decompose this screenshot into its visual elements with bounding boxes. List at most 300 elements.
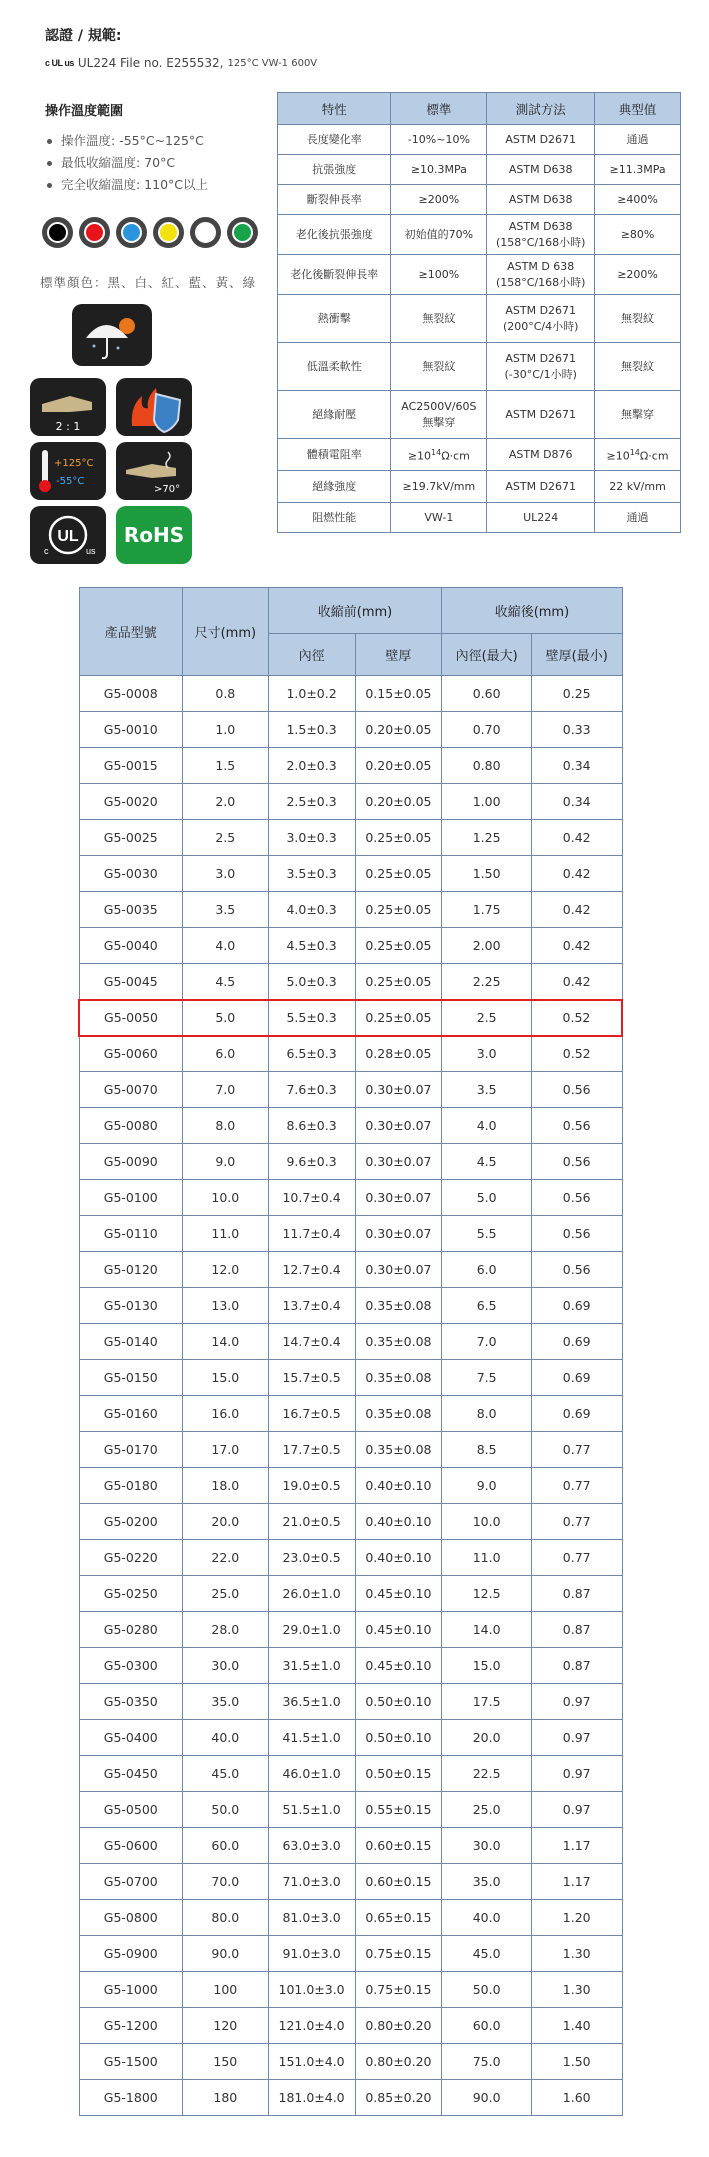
table-cell: 0.42 — [531, 964, 622, 1000]
table-cell: 35.0 — [183, 1684, 269, 1720]
cell-text: 通過 — [626, 132, 649, 146]
table-row — [79, 1576, 622, 1612]
table-row — [79, 1612, 622, 1648]
table-row — [278, 391, 681, 439]
cell-text: ≥10 — [407, 449, 432, 463]
cell-text: ASTM D2671 — [505, 303, 577, 317]
table-cell: 9.0 — [442, 1468, 532, 1504]
table-cell: 150 — [183, 2044, 269, 2080]
table-cell: 4.5±0.3 — [268, 928, 355, 964]
col-header: 特性 — [278, 93, 391, 125]
table-row — [278, 255, 681, 295]
cell-text: 通過 — [626, 510, 649, 524]
table-cell: G5-0030 — [79, 856, 183, 892]
table-row — [79, 892, 622, 928]
col-header-id-max: 內徑(最大) — [442, 634, 532, 676]
table-cell: 2.5 — [183, 820, 269, 856]
color-swatch — [42, 217, 73, 248]
table-cell: 0.50±0.15 — [355, 1756, 442, 1792]
table-cell: 8.0 — [442, 1396, 532, 1432]
table-cell: 0.40±0.10 — [355, 1468, 442, 1504]
table-row — [278, 439, 681, 471]
cell-text: ≥400% — [617, 192, 658, 206]
table-cell: 10.0 — [183, 1180, 269, 1216]
color-swatch — [116, 217, 147, 248]
table-cell: 0.69 — [531, 1324, 622, 1360]
table-cell: G5-0008 — [79, 676, 183, 712]
table-cell: 3.0 — [183, 856, 269, 892]
table-cell: 0.69 — [531, 1288, 622, 1324]
table-cell: 121.0±4.0 — [268, 2008, 355, 2044]
table-cell: 0.35±0.08 — [355, 1324, 442, 1360]
table-cell: 41.5±1.0 — [268, 1720, 355, 1756]
table-cell: G5-0150 — [79, 1360, 183, 1396]
table-cell: 45.0 — [183, 1756, 269, 1792]
cell-text: ≥19.7kV/mm — [402, 479, 476, 493]
table-cell: 0.35±0.08 — [355, 1432, 442, 1468]
table-row — [79, 784, 622, 820]
table-cell: 2.5±0.3 — [268, 784, 355, 820]
table-cell: G5-0140 — [79, 1324, 183, 1360]
table-cell: 0.25±0.05 — [355, 856, 442, 892]
table-cell: 0.80 — [442, 748, 532, 784]
table-cell: 1.17 — [531, 1828, 622, 1864]
table-cell: 0.85±0.20 — [355, 2080, 442, 2116]
table-cell: 0.60 — [442, 676, 532, 712]
table-cell: 5.5±0.3 — [268, 1000, 355, 1036]
table-cell: 90.0 — [442, 2080, 532, 2116]
cell-text: 低溫柔軟性 — [306, 359, 362, 373]
cell-text: (-30°C/1小時) — [504, 367, 577, 381]
table-cell: 0.42 — [531, 892, 622, 928]
table-row — [79, 1648, 622, 1684]
table-cell: 0.25±0.05 — [355, 1000, 442, 1036]
cell-text: 絕緣耐壓 — [312, 407, 357, 421]
operating-list — [45, 130, 208, 196]
cell-text: ≥10 — [606, 449, 630, 463]
cell-text: ASTM D638 — [508, 219, 573, 233]
table-cell: 0.52 — [531, 1000, 622, 1036]
table-cell: 0.65±0.15 — [355, 1900, 442, 1936]
cell-text: ≥200% — [617, 267, 658, 281]
table-cell: 0.60±0.15 — [355, 1864, 442, 1900]
table-row — [79, 1072, 622, 1108]
table-cell: 5.0±0.3 — [268, 964, 355, 1000]
table-cell: G5-0220 — [79, 1540, 183, 1576]
cell-text: 無裂紋 — [422, 359, 456, 373]
table-cell: 46.0±1.0 — [268, 1756, 355, 1792]
cell-text: ≥200% — [418, 192, 460, 206]
table-cell: 0.40±0.10 — [355, 1540, 442, 1576]
table-cell: 0.25 — [531, 676, 622, 712]
cell-text: ≥11.3MPa — [609, 162, 666, 176]
table-row — [79, 676, 622, 712]
table-cell: 5.0 — [183, 1000, 269, 1036]
table-cell: 26.0±1.0 — [268, 1576, 355, 1612]
table-row — [79, 1360, 622, 1396]
table-cell: 5.5 — [442, 1216, 532, 1252]
table-cell: 0.56 — [531, 1072, 622, 1108]
table-cell: 2.0±0.3 — [268, 748, 355, 784]
table-cell: 7.0 — [183, 1072, 269, 1108]
cell-text: 無擊穿 — [422, 415, 456, 429]
table-cell: 1.5±0.3 — [268, 712, 355, 748]
table-cell: 51.5±1.0 — [268, 1792, 355, 1828]
operating-title: 操作溫度範圍 — [45, 104, 124, 119]
table-row — [79, 2008, 622, 2044]
table-row — [278, 343, 681, 391]
cell-text: ASTM D2671 — [505, 132, 577, 146]
table-row — [79, 1432, 622, 1468]
table-cell: 90.0 — [183, 1936, 269, 1972]
table-cell: 29.0±1.0 — [268, 1612, 355, 1648]
table-cell: G5-0500 — [79, 1792, 183, 1828]
col-header: 典型值 — [595, 93, 681, 125]
table-cell: 60.0 — [442, 2008, 532, 2044]
table-cell: 0.77 — [531, 1540, 622, 1576]
table-cell: 0.40±0.10 — [355, 1504, 442, 1540]
table-row — [278, 215, 681, 255]
table-cell: 0.34 — [531, 748, 622, 784]
table-cell: 0.97 — [531, 1684, 622, 1720]
cell-text: 體積電阻率 — [306, 447, 362, 461]
table-cell: 0.75±0.15 — [355, 1936, 442, 1972]
cell-text: ≥80% — [620, 227, 655, 241]
table-cell: G5-0170 — [79, 1432, 183, 1468]
table-cell: 0.15±0.05 — [355, 676, 442, 712]
tube-icon — [30, 378, 106, 436]
table-cell: G5-0050 — [79, 1000, 183, 1036]
cell-text: ASTM D638 — [508, 192, 573, 206]
table-row — [79, 1180, 622, 1216]
cell-text: ≥10.3MPa — [410, 162, 467, 176]
table-cell: 12.5 — [442, 1576, 532, 1612]
col-header-after: 收縮後(mm) — [442, 588, 622, 634]
table-cell: 151.0±4.0 — [268, 2044, 355, 2080]
table-cell: 3.5 — [183, 892, 269, 928]
properties-table — [277, 92, 681, 533]
table-cell: 50.0 — [442, 1972, 532, 2008]
color-swatch — [190, 217, 221, 248]
col-header-wall-min: 壁厚(最小) — [531, 634, 622, 676]
cell-text: ASTM D876 — [508, 447, 573, 461]
table-cell: 14.0 — [183, 1324, 269, 1360]
list-item: 操作溫度: -55°C~125°C — [45, 130, 208, 152]
table-cell: 0.35±0.08 — [355, 1288, 442, 1324]
shrink-temp-badge — [116, 442, 192, 500]
table-cell: 10.0 — [442, 1504, 532, 1540]
table-cell: 0.35±0.08 — [355, 1396, 442, 1432]
table-cell: 0.52 — [531, 1036, 622, 1072]
color-swatch — [153, 217, 184, 248]
table-cell: 1.00 — [442, 784, 532, 820]
table-row — [79, 1540, 622, 1576]
table-cell: 6.5±0.3 — [268, 1036, 355, 1072]
table-cell: 1.5 — [183, 748, 269, 784]
table-cell: 91.0±3.0 — [268, 1936, 355, 1972]
table-cell: 2.0 — [183, 784, 269, 820]
cell-text: 無裂紋 — [422, 311, 456, 325]
table-cell: 1.17 — [531, 1864, 622, 1900]
table-cell: 5.0 — [442, 1180, 532, 1216]
list-item: 完全收縮溫度: 110°C以上 — [45, 174, 208, 196]
table-cell: G5-0035 — [79, 892, 183, 928]
cell-text: ASTM D638 — [508, 162, 573, 176]
table-cell: 71.0±3.0 — [268, 1864, 355, 1900]
table-cell: 45.0 — [442, 1936, 532, 1972]
cell-text: 無裂紋 — [621, 359, 655, 373]
table-row — [79, 1252, 622, 1288]
table-cell: G5-0100 — [79, 1180, 183, 1216]
table-cell: 1.60 — [531, 2080, 622, 2116]
cell-text: (158°C/168小時) — [495, 275, 586, 289]
cell-text: Ω·cm — [441, 449, 470, 463]
table-cell: 36.5±1.0 — [268, 1684, 355, 1720]
table-cell: 25.0 — [183, 1576, 269, 1612]
table-cell: 1.75 — [442, 892, 532, 928]
cell-text: 14 — [629, 447, 640, 457]
cell-text: (200°C/4小時) — [502, 319, 579, 333]
table-cell: 2.00 — [442, 928, 532, 964]
rohs-label: RoHS — [123, 523, 185, 547]
table-cell: 0.55±0.15 — [355, 1792, 442, 1828]
table-cell: 0.50±0.10 — [355, 1684, 442, 1720]
cell-text: 22 kV/mm — [609, 479, 666, 493]
table-cell: 3.0±0.3 — [268, 820, 355, 856]
table-cell: 50.0 — [183, 1792, 269, 1828]
table-row — [79, 1108, 622, 1144]
table-cell: 6.0 — [183, 1036, 269, 1072]
table-cell: 0.77 — [531, 1468, 622, 1504]
table-cell: 20.0 — [442, 1720, 532, 1756]
table-cell: G5-0180 — [79, 1468, 183, 1504]
table-cell: 0.45±0.10 — [355, 1648, 442, 1684]
col-header: 測試方法 — [487, 93, 595, 125]
cell-text: VW-1 — [424, 510, 454, 524]
ul-logo-icon — [30, 506, 106, 564]
table-cell: 22.5 — [442, 1756, 532, 1792]
table-cell: 15.0 — [183, 1360, 269, 1396]
table-row — [79, 1036, 622, 1072]
table-cell: 3.0 — [442, 1036, 532, 1072]
table-cell: 0.97 — [531, 1756, 622, 1792]
table-cell: 35.0 — [442, 1864, 532, 1900]
table-cell: G5-0300 — [79, 1648, 183, 1684]
cell-text: ASTM D2671 — [505, 479, 577, 493]
table-cell: 0.30±0.07 — [355, 1252, 442, 1288]
cell-text: (158°C/168小時) — [495, 235, 586, 249]
table-cell: 0.70 — [442, 712, 532, 748]
flame-retardant-badge — [116, 378, 192, 436]
cell-text: 長度變化率 — [306, 132, 362, 146]
cell-text: 老化後抗張強度 — [295, 227, 373, 241]
table-cell: 0.28±0.05 — [355, 1036, 442, 1072]
thermometer-icon — [30, 442, 106, 500]
cell-text: 無裂紋 — [621, 311, 655, 325]
cold-label: -55°C — [56, 476, 85, 487]
table-cell: 13.7±0.4 — [268, 1288, 355, 1324]
table-cell: 80.0 — [183, 1900, 269, 1936]
table-cell: 18.0 — [183, 1468, 269, 1504]
table-cell: G5-0070 — [79, 1072, 183, 1108]
col-header-before: 收縮前(mm) — [268, 588, 442, 634]
table-cell: 15.7±0.5 — [268, 1360, 355, 1396]
table-cell: G5-0045 — [79, 964, 183, 1000]
color-swatch — [79, 217, 110, 248]
table-cell: 6.0 — [442, 1252, 532, 1288]
table-cell: G5-0025 — [79, 820, 183, 856]
table-cell: G5-0015 — [79, 748, 183, 784]
table-row — [278, 503, 681, 533]
table-cell: 17.5 — [442, 1684, 532, 1720]
table-cell: 40.0 — [442, 1900, 532, 1936]
table-row — [278, 125, 681, 155]
table-cell: 0.20±0.05 — [355, 784, 442, 820]
table-cell: 0.97 — [531, 1792, 622, 1828]
ratio-label: 2 : 1 — [55, 420, 81, 433]
rohs-badge — [116, 506, 192, 564]
table-cell: 40.0 — [183, 1720, 269, 1756]
table-cell: 0.45±0.10 — [355, 1612, 442, 1648]
table-row — [79, 1504, 622, 1540]
table-row — [79, 2080, 622, 2116]
table-cell: 0.56 — [531, 1144, 622, 1180]
table-row — [79, 1936, 622, 1972]
cell-text: 14 — [431, 447, 442, 457]
table-row — [79, 1828, 622, 1864]
col-header-model: 產品型號 — [79, 588, 183, 676]
table-cell: G5-0010 — [79, 712, 183, 748]
table-cell: 2.25 — [442, 964, 532, 1000]
table-cell: 14.0 — [442, 1612, 532, 1648]
table-cell: 180 — [183, 2080, 269, 2116]
table-row — [278, 471, 681, 503]
table-cell: 28.0 — [183, 1612, 269, 1648]
table-row — [79, 820, 622, 856]
table-cell: 15.0 — [442, 1648, 532, 1684]
table-cell: 21.0±0.5 — [268, 1504, 355, 1540]
table-cell: 0.60±0.15 — [355, 1828, 442, 1864]
table-cell: 0.45±0.10 — [355, 1576, 442, 1612]
table-cell: 1.25 — [442, 820, 532, 856]
table-cell: 1.0±0.2 — [268, 676, 355, 712]
table-cell: 7.5 — [442, 1360, 532, 1396]
table-row — [79, 1792, 622, 1828]
table-cell: 14.7±0.4 — [268, 1324, 355, 1360]
table-row — [79, 1288, 622, 1324]
table-row — [79, 964, 622, 1000]
table-cell: 23.0±0.5 — [268, 1540, 355, 1576]
table-cell: G5-0200 — [79, 1504, 183, 1540]
table-cell: 0.25±0.05 — [355, 820, 442, 856]
cell-text: ASTM D2671 — [505, 407, 577, 421]
table-row — [79, 1864, 622, 1900]
table-row — [79, 1216, 622, 1252]
table-cell: 3.5 — [442, 1072, 532, 1108]
table-cell: 0.30±0.07 — [355, 1180, 442, 1216]
table-cell: 11.7±0.4 — [268, 1216, 355, 1252]
cell-text: ≥100% — [418, 267, 460, 281]
list-item: 最低收縮溫度: 70°C — [45, 152, 208, 174]
table-cell: 11.0 — [183, 1216, 269, 1252]
col-header: 標準 — [391, 93, 487, 125]
ul-badge — [30, 506, 106, 564]
cell-text: 絕緣強度 — [312, 479, 357, 493]
table-cell: 1.0 — [183, 712, 269, 748]
table-cell: 181.0±4.0 — [268, 2080, 355, 2116]
table-cell: 17.7±0.5 — [268, 1432, 355, 1468]
cell-text: UL224 — [523, 510, 559, 524]
ul-logo-icon: c UL us — [45, 58, 74, 68]
table-cell: 4.0 — [183, 928, 269, 964]
flame-shield-icon — [116, 378, 192, 436]
table-cell: G5-0280 — [79, 1612, 183, 1648]
table-row — [79, 1720, 622, 1756]
table-cell: 120 — [183, 2008, 269, 2044]
table-cell: G5-0400 — [79, 1720, 183, 1756]
table-cell: 6.5 — [442, 1288, 532, 1324]
table-cell: 9.0 — [183, 1144, 269, 1180]
table-row — [79, 1396, 622, 1432]
table-cell: 30.0 — [442, 1828, 532, 1864]
table-cell: 3.5±0.3 — [268, 856, 355, 892]
table-cell: 0.34 — [531, 784, 622, 820]
table-row — [79, 1144, 622, 1180]
table-cell: G5-1000 — [79, 1972, 183, 2008]
table-cell: 0.77 — [531, 1432, 622, 1468]
table-cell: 0.8 — [183, 676, 269, 712]
color-swatches — [42, 217, 258, 248]
table-cell: 22.0 — [183, 1540, 269, 1576]
table-cell: G5-0040 — [79, 928, 183, 964]
table-cell: 12.0 — [183, 1252, 269, 1288]
table-cell: 0.42 — [531, 856, 622, 892]
table-cell: 0.20±0.05 — [355, 712, 442, 748]
table-cell: 1.20 — [531, 1900, 622, 1936]
table-cell: 0.56 — [531, 1180, 622, 1216]
table-row — [79, 712, 622, 748]
table-cell: 20.0 — [183, 1504, 269, 1540]
shrink-ratio-badge — [30, 378, 106, 436]
table-row — [79, 1756, 622, 1792]
table-cell: 0.69 — [531, 1396, 622, 1432]
table-cell: G5-0250 — [79, 1576, 183, 1612]
table-cell: 2.5 — [442, 1000, 532, 1036]
shrink-label: >70° — [154, 484, 181, 495]
table-cell: 4.5 — [183, 964, 269, 1000]
table-cell: 7.6±0.3 — [268, 1072, 355, 1108]
table-row — [79, 748, 622, 784]
table-cell: G5-0020 — [79, 784, 183, 820]
table-cell: G5-0600 — [79, 1828, 183, 1864]
table-cell: 13.0 — [183, 1288, 269, 1324]
table-row — [79, 2044, 622, 2080]
table-cell: G5-0110 — [79, 1216, 183, 1252]
table-cell: 4.0 — [442, 1108, 532, 1144]
hot-label: +125°C — [54, 458, 94, 469]
table-cell: 75.0 — [442, 2044, 532, 2080]
table-cell: G5-0080 — [79, 1108, 183, 1144]
table-row — [79, 1468, 622, 1504]
table-cell: 12.7±0.4 — [268, 1252, 355, 1288]
table-cell: G5-0700 — [79, 1864, 183, 1900]
table-cell: 31.5±1.0 — [268, 1648, 355, 1684]
table-cell: 16.7±0.5 — [268, 1396, 355, 1432]
table-row — [79, 856, 622, 892]
waterproof-badge — [72, 304, 152, 366]
table-cell: 1.50 — [442, 856, 532, 892]
table-cell: 16.0 — [183, 1396, 269, 1432]
